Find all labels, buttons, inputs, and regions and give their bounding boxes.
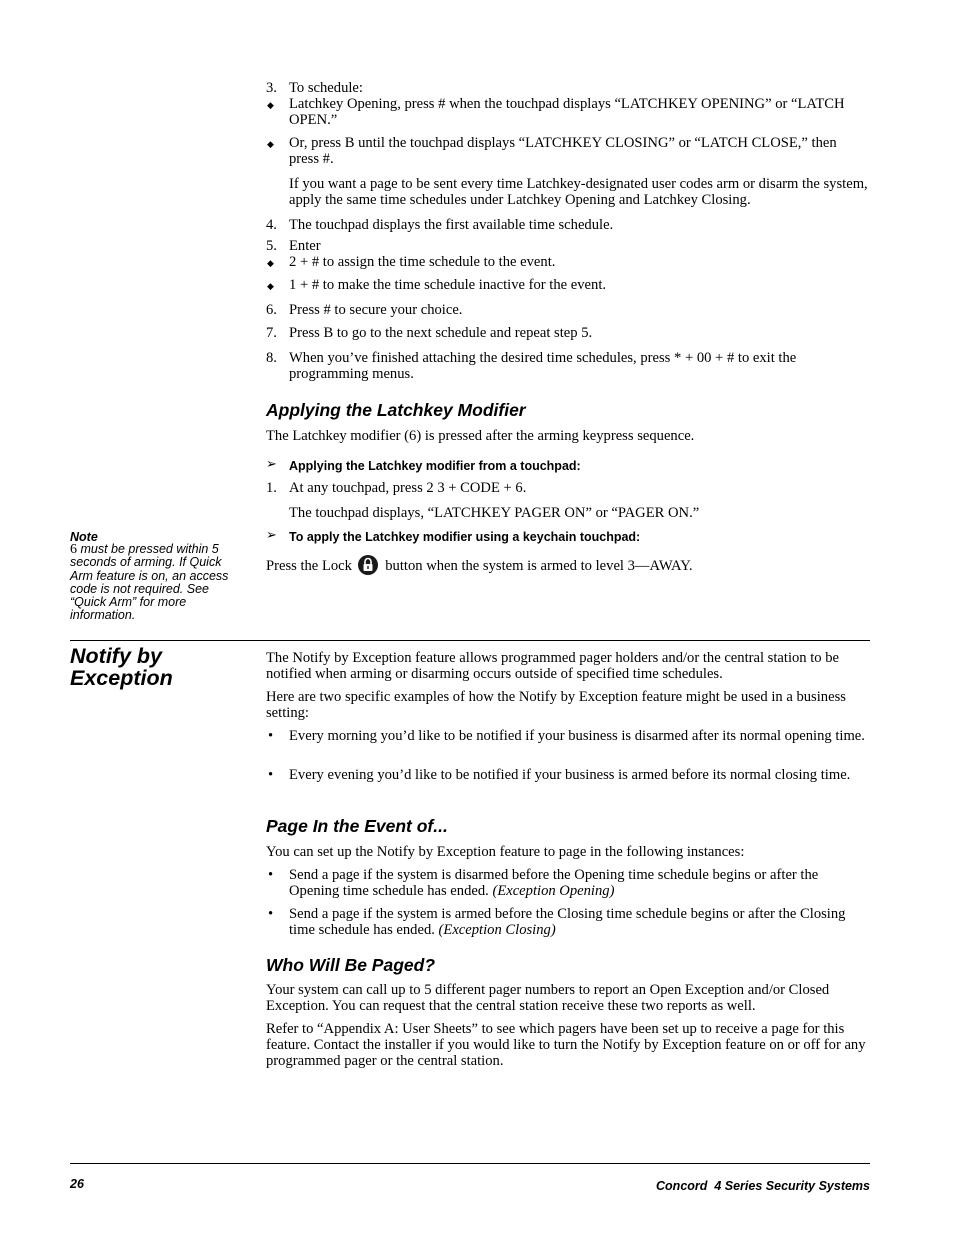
step-number: 8. bbox=[266, 350, 277, 366]
note-key: 6 bbox=[70, 542, 77, 557]
item-body: Send a page if the system is disarmed before the Opening time schedule begins or after the Opening time schedule has ended. bbox=[289, 867, 819, 899]
step-text: Enter bbox=[289, 238, 321, 254]
bullet-icon: • bbox=[268, 906, 274, 922]
item-text bbox=[289, 867, 870, 899]
procedure-title: To apply the Latchkey modifier using a keychain touchpad: bbox=[289, 530, 641, 544]
item-emphasis: (Exception Opening) bbox=[492, 883, 615, 899]
latchkey-intro: The Latchkey modifier (6) is pressed after the arming keypress sequence. bbox=[266, 428, 695, 444]
step-text: Press # to secure your choice. bbox=[289, 302, 463, 318]
notify-paragraph-2: Here are two specific examples of how the Notify by Exception feature might be used in a business setting: bbox=[266, 689, 846, 721]
bullet-icon: ◆ bbox=[267, 100, 274, 110]
step-number: 5. bbox=[266, 238, 277, 254]
example-text: Every evening you’d like to be notified if your business is armed before its normal closing time. bbox=[289, 767, 851, 783]
step-text: To schedule: bbox=[289, 80, 363, 96]
bullet-icon: • bbox=[268, 867, 274, 883]
lock-icon bbox=[358, 555, 378, 575]
who-paged-paragraph-2: Refer to “Appendix A: User Sheets” to see which pagers have been set up to receive a page for this feature. Contact the installer if you would like to turn the Notify by Exception feature on or off for any programmed pager or the central station. bbox=[266, 1021, 866, 1069]
section-title bbox=[70, 645, 260, 689]
item-body: Send a page if the system is armed before the Closing time schedule begins or after the Closing time schedule has ended. bbox=[289, 906, 846, 938]
keychain-instruction bbox=[266, 555, 870, 575]
step-text: Press B to go to the next schedule and repeat step 5. bbox=[289, 325, 593, 341]
procedure-title: Applying the Latchkey modifier from a touchpad: bbox=[289, 459, 581, 473]
press-text: Press the Lock bbox=[266, 558, 352, 574]
notify-paragraph-1: The Notify by Exception feature allows programmed pager holders and/or the central station to be notified when arming or disarming occurs outside of specified time schedules. bbox=[266, 650, 840, 682]
bullet-icon: ◆ bbox=[267, 258, 274, 268]
example-text: Every morning you’d like to be notified if your business is disarmed after its normal opening time. bbox=[289, 728, 865, 744]
arrow-icon: ➢ bbox=[266, 528, 277, 543]
arrow-icon: ➢ bbox=[266, 457, 277, 472]
bullet-text: Latchkey Opening, press # when the touchpad displays “LATCHKEY OPENING” or “LATCH OPEN.” bbox=[289, 96, 845, 128]
latchkey-heading: Applying the Latchkey Modifier bbox=[266, 400, 526, 420]
page-number: 26 bbox=[70, 1177, 84, 1191]
step-number: 4. bbox=[266, 217, 277, 233]
note-title: Note bbox=[70, 530, 98, 544]
bullet-icon: ◆ bbox=[267, 139, 274, 149]
section-divider bbox=[70, 640, 870, 641]
press-text-after: button when the system is armed to level 3—AWAY. bbox=[385, 558, 693, 574]
bullet-icon: • bbox=[268, 767, 274, 783]
section-title-line2: Exception bbox=[70, 666, 173, 690]
result-text: The touchpad displays, “LATCHKEY PAGER ON” or “PAGER ON.” bbox=[289, 505, 700, 521]
page-event-intro: You can set up the Notify by Exception feature to page in the following instances: bbox=[266, 844, 745, 860]
bullet-text: 1 + # to make the time schedule inactive for the event. bbox=[289, 277, 607, 293]
note-text bbox=[70, 543, 240, 623]
who-paged-paragraph-1: Your system can call up to 5 different pager numbers to report an Open Exception and/or Closed Exception. You can request that the central station receive these two reports as well. bbox=[266, 982, 830, 1014]
step-number: 3. bbox=[266, 80, 277, 96]
footer-title: Concord 4 Series Security Systems bbox=[656, 1179, 870, 1193]
item-text bbox=[289, 906, 870, 938]
step-number: 1. bbox=[266, 480, 277, 496]
who-paged-heading: Who Will Be Paged? bbox=[266, 955, 436, 975]
step-text: When you’ve finished attaching the desired time schedules, press * + 00 + # to exit the programming menus. bbox=[289, 350, 797, 382]
step-number: 6. bbox=[266, 302, 277, 318]
bullet-note: If you want a page to be sent every time Latchkey-designated user codes arm or disarm the system, apply the same time schedules under Latchkey Opening and Latchkey Closing. bbox=[289, 176, 868, 208]
bullet-icon: • bbox=[268, 728, 274, 744]
bullet-icon: ◆ bbox=[267, 281, 274, 291]
step-number: 7. bbox=[266, 325, 277, 341]
step-text: At any touchpad, press 2 3 + CODE + 6. bbox=[289, 480, 527, 496]
footer-divider bbox=[70, 1163, 870, 1164]
note-body: must be pressed within 5 seconds of arming. If Quick Arm feature is on, an access code is not required. See “Quick Arm” for more information. bbox=[70, 542, 229, 623]
section-title-line1: Notify by bbox=[70, 644, 162, 668]
bullet-text: Or, press B until the touchpad displays “LATCHKEY CLOSING” or “LATCH CLOSE,” then press #. bbox=[289, 135, 837, 167]
item-emphasis: (Exception Closing) bbox=[438, 922, 556, 938]
bullet-text: 2 + # to assign the time schedule to the event. bbox=[289, 254, 556, 270]
step-text: The touchpad displays the first available time schedule. bbox=[289, 217, 614, 233]
page-event-heading: Page In the Event of... bbox=[266, 816, 448, 836]
